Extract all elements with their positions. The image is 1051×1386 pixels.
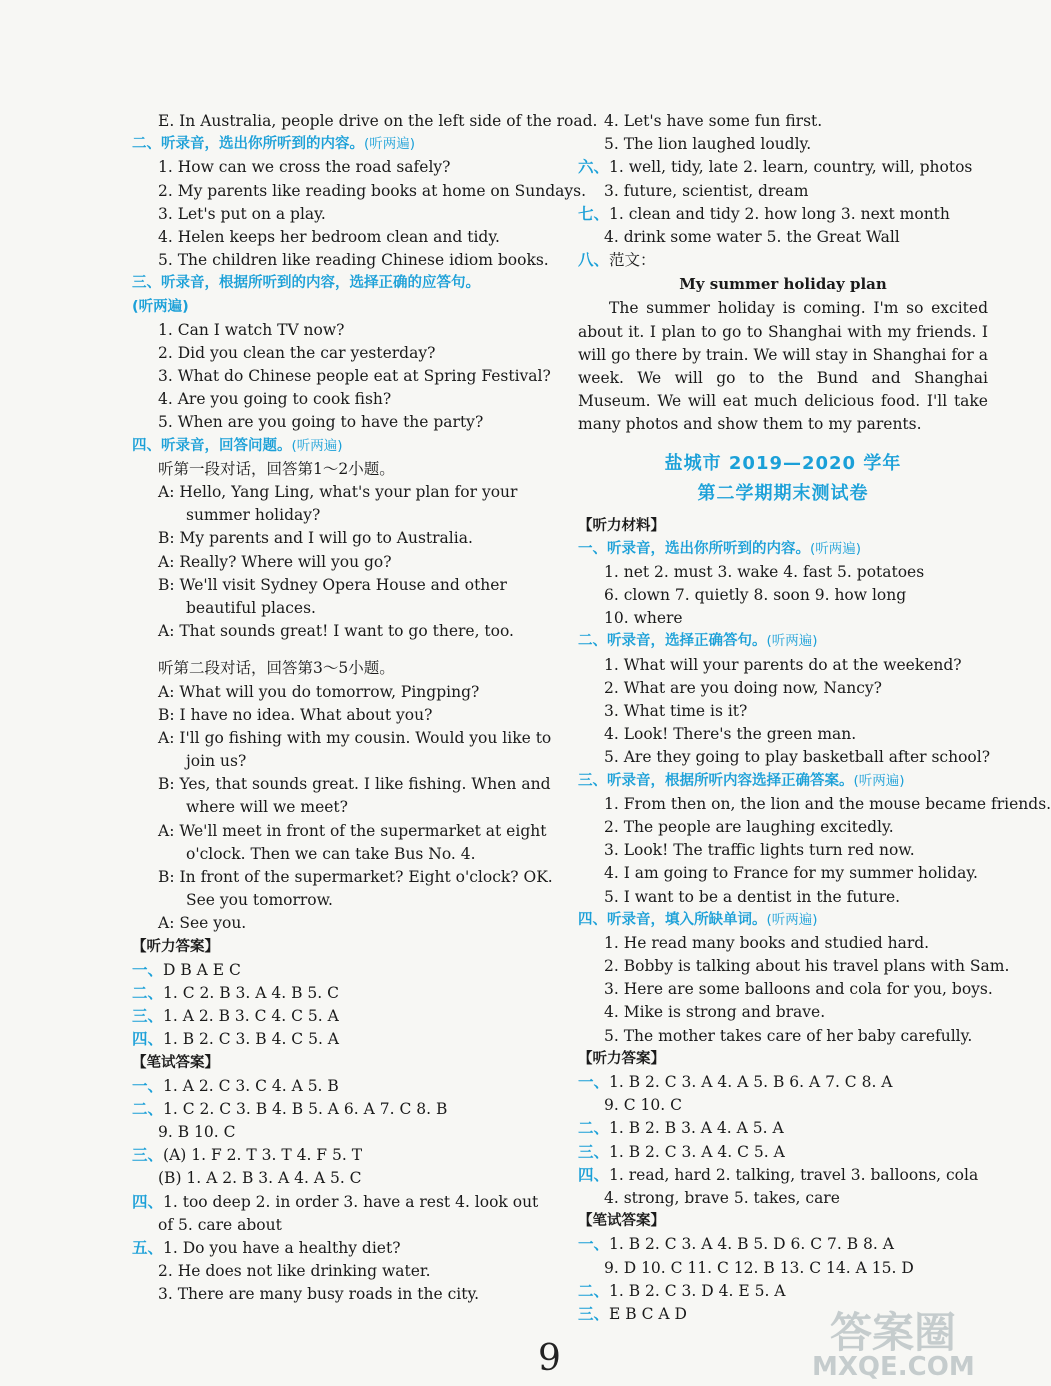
text-line — [578, 1257, 988, 1280]
line-text: 5. The mother takes care of her baby carefully. — [604, 1026, 973, 1045]
answer-number: 三、 — [132, 1146, 164, 1165]
text-line — [578, 226, 988, 249]
text-line — [132, 226, 542, 249]
text-line — [132, 1283, 542, 1306]
line-text: 1. B 2. C 3. A 4. A 5. B 6. A 7. C 8. A — [609, 1073, 893, 1092]
text-line — [132, 411, 542, 434]
text-line — [578, 978, 993, 1001]
answer-number: 五、 — [132, 1239, 164, 1257]
line-tail: (听两遍) — [810, 540, 862, 557]
text-line — [578, 932, 988, 955]
line-text: 1. B 2. B 3. A 4. A 5. A — [609, 1119, 784, 1138]
line-text: beautiful places. — [186, 598, 316, 617]
answer-row — [132, 959, 542, 982]
line-text: 4. drink some water 5. the Great Wall — [604, 227, 900, 246]
line-text: 1. Do you have a healthy diet? — [163, 1239, 401, 1257]
text-line — [132, 1260, 542, 1283]
line-text: 9. D 10. C 11. C 12. B 13. C 14. A 15. D — [604, 1258, 914, 1277]
text-line — [132, 1121, 542, 1144]
exam-title-line2: 第二学期期末测试卷 — [697, 482, 869, 504]
answer-row — [132, 1075, 542, 1098]
section-heading — [578, 770, 988, 793]
line-text: 2. Bobby is talking about his travel plans with Sam. — [604, 957, 1010, 976]
text-line — [132, 727, 552, 750]
answer-row — [132, 1144, 542, 1167]
answer-row — [132, 1005, 542, 1028]
text-line — [578, 110, 988, 133]
text-line — [132, 773, 551, 796]
left-column — [132, 110, 598, 1307]
line-text: 3. Look! The traffic lights turn red now. — [604, 841, 915, 860]
answer-row — [578, 1141, 988, 1164]
line-tail: (听两遍) — [853, 772, 905, 789]
text-line — [578, 1187, 988, 1210]
line-text: o'clock. Then we can take Bus No. 4. — [186, 844, 476, 863]
line-text: 【笔试答案】 — [578, 1213, 665, 1230]
line-text: B: I have no idea. What about you? — [158, 705, 433, 724]
line-text: 1. He read many books and studied hard. — [604, 933, 930, 952]
text-line — [132, 1167, 542, 1190]
text-line — [578, 561, 988, 584]
text-line — [578, 955, 1010, 978]
text-line — [132, 750, 542, 773]
section-heading — [132, 133, 542, 156]
text-line — [578, 746, 991, 769]
answer-row — [578, 1233, 988, 1256]
answer-number: 三、 — [132, 1007, 164, 1026]
answer-row — [132, 1098, 542, 1121]
watermark-logo — [800, 1300, 1000, 1386]
answer-row — [578, 203, 988, 226]
section-heading — [578, 909, 988, 932]
line-tail: (听两遍) — [766, 633, 818, 650]
answer-number: 三、 — [578, 1142, 610, 1161]
line-text: 听第一段对话，回答第1～2小题。 — [158, 459, 395, 478]
line-text: 3. Here are some balloons and cola for you, boys. — [604, 980, 993, 999]
line-text: B: My parents and I will go to Australia. — [158, 529, 473, 548]
answer-number: 一、 — [132, 1076, 164, 1095]
line-text: D B A E C — [163, 960, 241, 979]
line-text: 4. Helen keeps her bedroom clean and tidy. — [158, 227, 500, 246]
text-line — [132, 110, 598, 133]
line-text: 1. too deep 2. in order 3. have a rest 4. look out — [163, 1192, 539, 1211]
right-bottom-section — [578, 515, 1051, 1327]
line-text: A: Hello, Yang Ling, what's your plan for your — [158, 483, 518, 501]
text-line — [132, 889, 542, 912]
text-line — [132, 527, 542, 550]
answer-number: 二、 — [578, 1119, 610, 1138]
line-text: 三、听录音，根据所听到的内容，选择正确的应答句。 — [132, 275, 480, 292]
answer-number: 四、 — [578, 1165, 610, 1184]
line-text: 1. B 2. C 3. A 4. C 5. A — [609, 1142, 785, 1161]
line-text: 四、听录音，填入所缺单词。 — [578, 911, 767, 928]
answer-number: 四、 — [132, 1030, 164, 1049]
answer-number: 二、 — [132, 1099, 164, 1118]
line-text: summer holiday? — [186, 506, 321, 525]
line-text: (A) 1. F 2. T 3. T 4. F 5. T — [163, 1146, 363, 1165]
line-text: 1. read, hard 2. talking, travel 3. balloons, cola — [609, 1165, 979, 1184]
line-text: 1. B 2. C 3. A 4. B 5. D 6. C 7. B 8. A — [609, 1235, 894, 1254]
line-text: 1. A 2. C 3. C 4. A 5. B — [163, 1076, 339, 1095]
answer-number: 二、 — [132, 983, 164, 1002]
line-text: 1. clean and tidy 2. how long 3. next month — [609, 204, 950, 223]
line-text: B: Yes, that sounds great. I like fishing. When and — [158, 775, 551, 794]
answer-block-heading — [578, 515, 988, 538]
line-text: 【听力答案】 — [578, 1050, 665, 1067]
line-text: 1. How can we cross the road safely? — [158, 158, 451, 177]
text-line — [132, 249, 549, 272]
line-text: 2. The people are laughing excitedly. — [604, 817, 894, 836]
line-text: 1. C 2. B 3. A 4. B 5. C — [163, 983, 339, 1002]
text-line — [132, 912, 542, 935]
line-text: 5. I want to be a dentist in the future. — [604, 887, 901, 906]
line-text: 【听力答案】 — [132, 938, 219, 955]
line-text: 3. What time is it? — [604, 702, 748, 721]
text-line — [578, 180, 988, 203]
watermark-text: 答案圈 — [830, 1308, 957, 1357]
line-text: 5. The lion laughed loudly. — [604, 135, 812, 154]
line-text: 3. What do Chinese people eat at Spring Festival? — [158, 367, 551, 386]
line-text: 9. B 10. C — [158, 1123, 236, 1142]
line-text: 范文： — [609, 251, 656, 270]
text-line — [132, 820, 547, 843]
line-text: of 5. care about — [158, 1215, 282, 1234]
line-text: 3. Let's put on a play. — [158, 204, 326, 223]
text-line — [578, 654, 988, 677]
line-text: join us? — [186, 752, 247, 771]
line-text: 1. B 2. C 3. D 4. E 5. A — [609, 1281, 786, 1300]
text-line — [132, 504, 542, 527]
text-line — [132, 365, 551, 388]
line-text: 1. C 2. C 3. B 4. B 5. A 6. A 7. C 8. B — [163, 1099, 448, 1118]
line-text: 5. The children like reading Chinese idiom books. — [158, 251, 549, 270]
line-text: where will we meet? — [186, 798, 348, 817]
text-line — [578, 1094, 988, 1117]
section-heading — [578, 538, 988, 561]
text-line — [132, 388, 542, 411]
text-line — [578, 607, 988, 630]
text-line — [578, 839, 988, 862]
line-text: 10. where — [604, 609, 683, 628]
essay-body: The summer holiday is coming. I'm so excited about it. I plan to go to Shanghai with my friends. I will go there by train. We will stay in Shanghai for a week. We will go to the Bund and Shanghai Museum. We will eat much delicious food. I'll take many photos and show them to my parents. — [578, 299, 988, 434]
answer-row — [578, 1164, 988, 1187]
line-text: 二、听录音，选出你所听到的内容。 — [132, 136, 364, 153]
line-text: 4. strong, brave 5. takes, care — [604, 1188, 840, 1207]
line-text: 二、听录音，选择正确答句。 — [578, 633, 767, 650]
line-text: (B) 1. A 2. B 3. A 4. A 5. C — [158, 1169, 362, 1188]
answer-row — [132, 1028, 542, 1051]
answer-number: 二、 — [578, 1281, 610, 1300]
line-text: 5. Are they going to play basketball after school? — [604, 748, 991, 767]
line-text: A: We'll meet in front of the supermarket at eight — [158, 821, 547, 840]
line-text: 1. B 2. C 3. B 4. C 5. A — [163, 1030, 339, 1049]
text-line — [578, 677, 988, 700]
answer-row — [132, 1237, 542, 1260]
answer-number: 一、 — [578, 1073, 610, 1092]
line-text: A: What will you do tomorrow, Pingping? — [158, 682, 480, 701]
text-line — [132, 319, 542, 342]
text-line — [132, 597, 542, 620]
text-line — [132, 342, 542, 365]
line-text: 4. I am going to France for my summer holiday. — [604, 864, 978, 883]
page-number: 9 — [538, 1338, 561, 1379]
section-heading — [132, 272, 542, 295]
line-text: 6. clown 7. quietly 8. soon 9. how long — [604, 586, 907, 605]
line-text: E B C A D — [609, 1304, 687, 1323]
line-text: 1. net 2. must 3. wake 4. fast 5. potatoes — [604, 562, 925, 581]
text-line — [132, 1214, 542, 1237]
text-line — [132, 203, 542, 226]
line-text: 【听力材料】 — [578, 517, 665, 534]
text-line — [132, 796, 542, 819]
answer-number: 四、 — [132, 1192, 164, 1211]
answer-block-heading — [132, 1052, 542, 1075]
line-text: 1. From then on, the lion and the mouse became friends. — [604, 794, 1051, 813]
answer-row — [132, 1191, 542, 1214]
text-line — [578, 1001, 988, 1024]
line-text: 4. Look! There's the green man. — [604, 725, 857, 744]
section-heading — [578, 630, 988, 653]
text-line — [578, 862, 988, 885]
text-line — [132, 156, 542, 179]
text-line — [578, 133, 988, 156]
line-text: A: See you. — [158, 914, 247, 933]
line-text: A: That sounds great! I want to go there, too. — [158, 622, 514, 641]
text-line — [132, 681, 542, 704]
text-line — [132, 620, 542, 643]
line-text: E. In Australia, people drive on the left side of the road. — [158, 112, 598, 130]
text-line — [578, 816, 988, 839]
line-text: 2. What are you doing now, Nancy? — [604, 678, 882, 697]
answer-number: 八、 — [578, 251, 610, 270]
text-line — [132, 643, 542, 657]
watermark-url: MXQE.COM — [812, 1352, 975, 1382]
text-line — [132, 458, 542, 481]
text-line — [132, 481, 542, 504]
answer-number: 七、 — [578, 204, 610, 223]
line-tail: (听两遍) — [291, 437, 343, 454]
text-line — [132, 551, 542, 574]
essay-title: My summer holiday plan — [679, 275, 887, 294]
line-tail: (听两遍) — [766, 911, 818, 928]
answer-number: 六、 — [578, 158, 610, 177]
answer-number: 一、 — [578, 1235, 610, 1254]
line-text: See you tomorrow. — [186, 891, 333, 910]
answer-block-heading — [132, 936, 542, 959]
answer-row — [578, 156, 988, 179]
text-line — [578, 723, 988, 746]
text-line — [578, 886, 988, 909]
line-text: 一、听录音，选出你所听到的内容。 — [578, 540, 810, 557]
text-line — [578, 584, 988, 607]
answer-block-heading — [578, 1210, 988, 1233]
line-text: 1. Can I watch TV now? — [158, 320, 345, 339]
line-text: (听两遍) — [132, 298, 189, 315]
line-tail: (听两遍) — [364, 136, 416, 153]
line-text: 4. Let's have some fun first. — [604, 112, 823, 130]
line-text: 5. When are you going to have the party? — [158, 413, 484, 432]
answer-row — [578, 1071, 988, 1094]
right-column — [578, 110, 1051, 1326]
answer-block-heading — [578, 1048, 988, 1071]
line-text: 【笔试答案】 — [132, 1054, 219, 1071]
text-line — [578, 793, 1051, 816]
text-line — [578, 1025, 988, 1048]
line-text: 1. A 2. B 3. C 4. C 5. A — [163, 1007, 339, 1026]
answer-number: 三、 — [578, 1304, 610, 1323]
answer-row — [132, 982, 542, 1005]
line-text: 1. What will your parents do at the weekend? — [604, 655, 962, 674]
line-text: 4. Mike is strong and brave. — [604, 1003, 826, 1022]
line-text: 2. Did you clean the car yesterday? — [158, 343, 436, 362]
line-text: 2. My parents like reading books at home on Sundays. — [158, 181, 587, 200]
line-text: 9. C 10. C — [604, 1096, 682, 1115]
text-line — [132, 704, 542, 727]
exam-title-line1: 盐城市 2019—2020 学年 — [664, 452, 902, 474]
line-text: 听第二段对话，回答第3～5小题。 — [158, 659, 395, 678]
text-line — [132, 843, 542, 866]
text-line — [132, 657, 542, 680]
line-text: 3. future, scientist, dream — [604, 181, 809, 200]
line-text: 3. There are many busy roads in the city. — [158, 1285, 480, 1304]
section-heading — [132, 296, 542, 319]
answer-row — [578, 249, 988, 272]
line-text: 三、听录音，根据所听内容选择正确答案。 — [578, 772, 854, 789]
answer-number: 一、 — [132, 960, 164, 979]
line-text: 四、听录音，回答问题。 — [132, 437, 292, 454]
text-line — [132, 574, 542, 597]
line-text: A: Really? Where will you go? — [158, 552, 392, 571]
line-text: 2. He does not like drinking water. — [158, 1262, 431, 1281]
line-text: 4. Are you going to cook fish? — [158, 390, 392, 409]
line-text: B: In front of the supermarket? Eight o'clock? OK. — [158, 868, 553, 886]
line-text: B: We'll visit Sydney Opera House and other — [158, 575, 507, 594]
answer-row — [578, 1117, 988, 1140]
section-heading — [132, 435, 542, 458]
right-top-answers — [578, 110, 988, 272]
text-line — [578, 700, 988, 723]
text-line — [132, 180, 587, 203]
text-line — [132, 866, 553, 889]
line-text: 1. well, tidy, late 2. learn, country, will, photos — [609, 158, 973, 177]
line-text: A: I'll go fishing with my cousin. Would you like to — [158, 728, 552, 747]
